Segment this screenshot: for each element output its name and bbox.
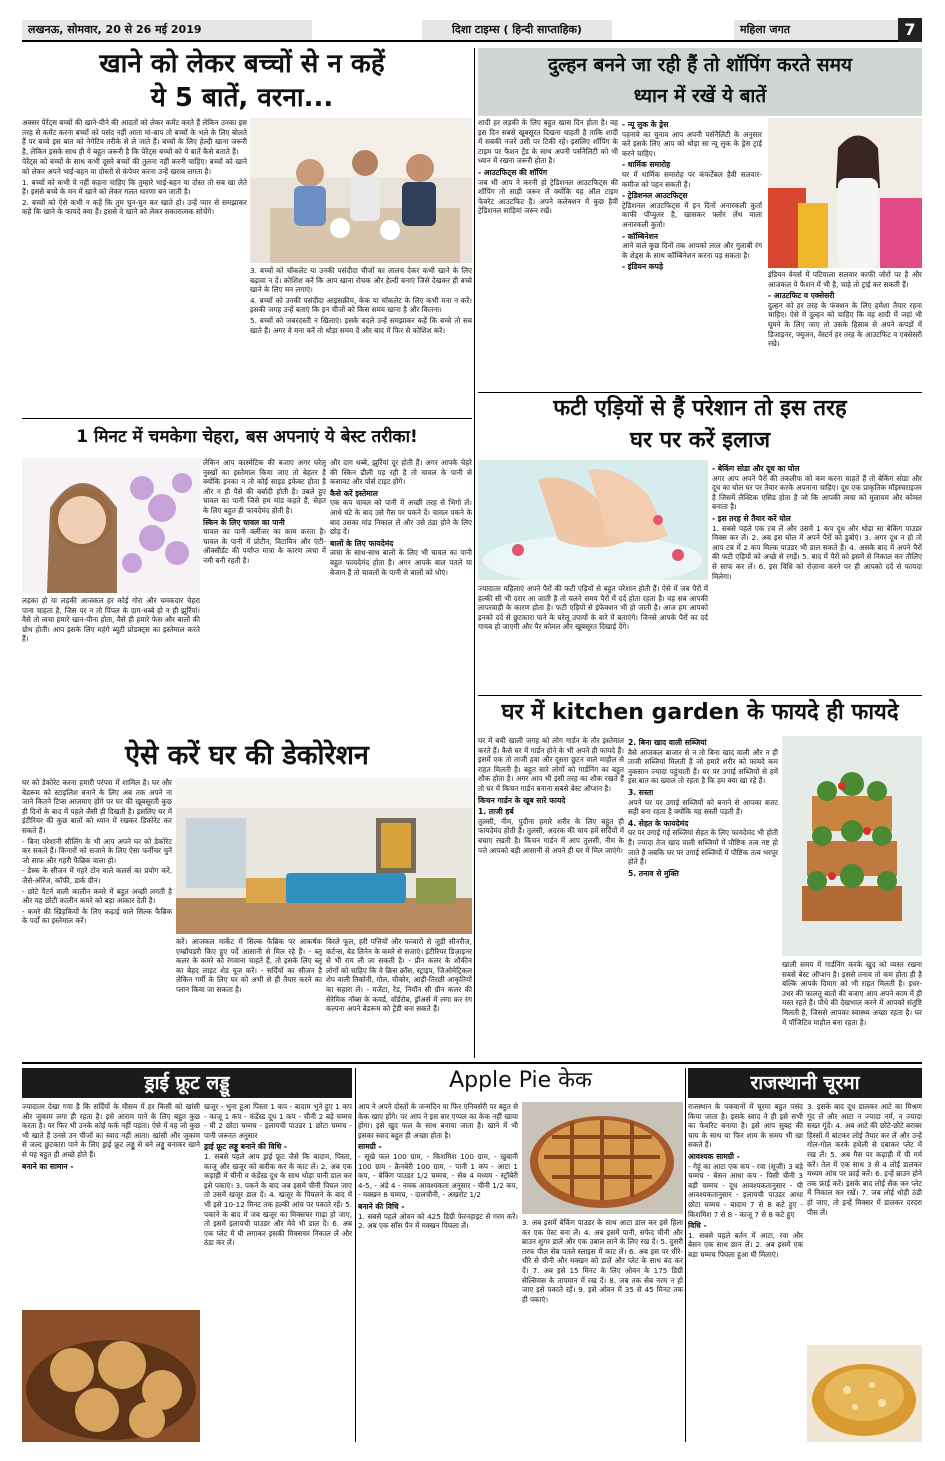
a3-paragraph: लड़का हो या लड़की आजकल हर कोई गोरा और चमकदार चेहरा पाना चाहता है, जिस पर न तो पिंपल के दाग-धब्बे हो न ही झुर्रियां। वैसे तो त्वचा हमारे खान-पीना होता, वैसे ही हमारे फेस और बालों की ग्रोथ होती। आप इसके लिए महंगे ब्यूटी प्रोडक्ट्स का इस्तेमाल करते हैं। xyxy=(22,596,200,644)
a6-subheading: 4. सेहत के फायदेमंद xyxy=(628,818,689,828)
a6-paragraph: घर पर उगाई गई सब्जियां सेहत के लिए फायदेमंद भी होती हैं। ज्यादा तेज खाद वाली सब्जियों में पौष्टिक तत्व नष्ट हो जाते हैं जबकि घर पर उगाई सब्जियों में पौष्टिक तत्व भरपूर होते हैं। xyxy=(628,828,778,867)
a1-body-left xyxy=(22,118,247,408)
divider-rule xyxy=(22,418,472,419)
masthead-date: लखनऊ, सोमवार, 20 से 26 मई 2019 xyxy=(22,20,312,40)
a4-paragraph: - बिना परेशानी सीलिंग के भी आप अपने घर को डेकोरेट कर सकते हैं। किनारों को सजाने के लिए ऐसा फर्नीचर चुनें जो साफ और गहरी फैब्रिक वाला हो। xyxy=(22,836,172,865)
a3-title: 1 मिनट में चमकेगा चेहरा, बस अपनाएं ये बेस्ट तरीका! xyxy=(76,427,418,447)
a4-column-1 xyxy=(22,778,172,1056)
a2-paragraph: ट्रेडिशनल आउटफिट्स में इन दिनों अनारकली कुर्ता काफी पॉप्युलर है, खासकर फ्लोर लेंथ वाला अनारकली कुर्ता। xyxy=(622,200,762,229)
a4-living-room-photo xyxy=(176,778,472,934)
a2-paragraph: घर में धार्मिक समारोह पर कंफर्टेबल हैवी सलवार-कमीज को पहन सकती हैं। xyxy=(622,169,762,189)
a4-paragraph: - छोटे पैटर्न वाली कालीन कमरे में बहुत अच्छी लगती है और यह छोटी कालीन कमरे को बड़ा आकार देती है। xyxy=(22,886,172,906)
a2-paragraph: दुल्हन को हर तरह के फंक्शन के लिए हमेशा तैयार रहना चाहिए। ऐसे में दुल्हन को चाहिए कि वह शादी में जहां भी घूमने के लिए जाए तो उसके हिसाब से अपने कपड़ों में डिजाइनर, फ्यूजन, वेस्टर्न हर तरह के आउटफिट व एक्सेसरी रखे। xyxy=(768,300,922,349)
a3-paragraph: चावल का पानी क्लींजर का काम करता है। चावल के पानी में प्रोटीन, विटामिन और एंटी-ऑक्सीडेंट की पर्याप्त मात्रा के कारण त्वचा में नमी बनी रहती है। xyxy=(203,527,326,565)
a3-paragraph: और दाग धब्बे, झुर्रियां दूर होती हैं। अगर आपके चेहरे की स्किन ढीली पड़ रही है तो चावल के पानी से कसावट और पोर्स टाइट होंगे। xyxy=(330,458,472,487)
a1-body-right xyxy=(250,266,472,408)
a6-column-1 xyxy=(478,736,624,1058)
r1-paragraph: ज्यादातर देखा गया है कि सर्दियों के मौसम में हर किसी को खांसी और जुकाम लगा ही रहता है। इसे आराम पाने के लिए बहुत कुछ करता है। पर फिर भी उनके कोई फर्क नहीं पड़ता। ऐसे में वह जो कुछ भी खाते हैं उनसे उन चीजों का स्वाद नहीं आता। खांसी और जुकाम से जल्द छुटकारा पाने के लिए ड्राई फ्रूट लड्डू से बने लड्डू बनाकर खाने से यह बहुत ही अच्छे होते हैं। xyxy=(22,1102,200,1159)
divider-rule xyxy=(685,1068,686,1442)
a3-subheading: स्किन के लिए चावल का पानी xyxy=(203,517,285,527)
a1-paragraph: 2. बच्चों को ऐसे कभी न कहें कि तुम चुन-चुन कर खाते हो। उन्हें प्यार से समझाकर कहें कि खाने के फायदे क्या हैं। इससे वे खाने को लेकर सकारात्मक सोचेंगे। xyxy=(22,197,247,217)
a2-column-1 xyxy=(478,118,618,388)
a4-paragraph: - कमरे की खिड़कियों के लिए कढ़ाई वाले सिल्क फैब्रिक के पर्दों का इस्तेमाल करें। xyxy=(22,906,172,926)
r3-paragraph: - गेहूं का आटा एक कप - रवा (सूजी) 3 बड़े चम्मच - बेसन आधा कप - पिसी चीनी 3 बड़ी चम्मच - दूध आवश्यकतानुसार - घी आवश्यकतानुसार - इलायची पाउडर आधा छोटा चम्मच - बादाम 7 से 8 कटे हुए - किशमिश 7 से 8 - काजू 7 से 8 कटे हुए xyxy=(688,1161,803,1219)
a1-paragraph: 4. बच्चों को उनकी पसंदीदा आइसक्रीम, केक या चॉकलेट के लिए कभी मना न करें। इसकी जगह उन्हें बताएं कि इन चीजों को किस समय खाना है और कितना। xyxy=(250,295,472,315)
a2-subheading: - कॉम्बिनेशन xyxy=(622,231,658,241)
a1-paragraph: 1. बच्चों को कभी ये नहीं कहना चाहिए कि तुम्हारे भाई-बहन या दोस्त तो सब खा लेते हैं। इससे बच्चे के मन में खाने को लेकर गलत धारणा बन जाती है। xyxy=(22,177,247,197)
a6-paragraph: वैसे आजकल बाजार से न तो बिना खाद वाली और न ही ताजी सब्जियां मिलती हैं जो हमारे शरीर को फायदे कम नुकसान ज्यादा पहुंचाती हैं। घर पर उगाई सब्जियों से हमें इस बात का ख्याल तो रहता है कि हम क्या खा रहे हैं। xyxy=(628,747,778,786)
r3-subheading: आवश्यक सामग्री - xyxy=(688,1151,740,1161)
a1-paragraph: 3. बच्चों को चॉकलेट या उनकी पसंदीदा चीजों का लालच देकर कभी खाने के लिए बढ़ावा न दें। कोशिश करें कि आप खाना रोचक और हेल्दी बनाएं जिसे देखकर ही बच्चे खाने के लिए मन लगाएं। xyxy=(250,266,472,295)
a2-column-3 xyxy=(768,270,922,388)
a2-paragraph: शादी हर लड़की के लिए बहुत खास दिन होता है। वह इस दिन सबसे खूबसूरत दिखना चाहती है ताकि शादी में सबकी नजरें उसी पर टिकी रहें। इसलिए शॉपिंग के टाइम पर फैशन ट्रेंड के साथ अपनी पर्सनैलिटी को भी ध्यान में रखना जरूरी होता है। xyxy=(478,118,618,166)
a5-paragraph: 1. सबसे पहले एक टब लें और उसमें 1 कप दूध और थोड़ा सा बेकिंग पाउडर मिक्स कर लें। 2. अब इस घोल में अपने पैरों को डुबोएं। 3. अगर दूध न हो तो आप टब में 2 कप मिल्क पाउडर भी डाल सकते हैं। 4. असके बाद में अपने पैरों की फटी एड़ियों को अच्छे से रगड़ें। 5. बाद में पैरों को इसमें से निकाल कर तौलिए से साफ कर लें। 6. इस विधि को रोज़ाना करने पर ही आपको दर्द से फायदा मिलेगा। xyxy=(712,523,922,581)
a3-column-2 xyxy=(203,458,326,756)
r1-paragraph: 1. सबसे पहले आप ड्राई फ्रूट जैसे कि बादाम, पिस्ता, काजू और खजूर को बारीक कर के काट लें। 2. अब एक कड़ाही में चीनी व कंडेंस्ड दूध के साथ थोड़ा पानी डाल कर इसे पकाएं। 3. पकने के बाद जब इसमें चीनी पिघल जाए तो उसमें खजूर डाल दें। 4. खजूर के पिघलने के बाद में भी इसे 10-12 मिनट तक हल्की आंच पर पकाते रहें। 5. पकाने के बाद में जब खजूर का मिक्सचर गाढ़ा हो जाए, तो इसमें इलायची पाउडर और मेवे भी डाल दें। 6. अब एक प्लेट में घी लगाकर इसकी मिक्सचर निकाल लें और ठंडा कर लें। xyxy=(204,1151,352,1248)
a1-paragraph: अक्सर पेरेंट्स बच्चों की खाने-पीने की आदतों को लेकर कमेंट करते हैं लेकिन उनका इस तरह से कमेंट करना बच्चों को पसंद नहीं आता मां-बाप तो बच्चों के भले के लिए बोलते हैं पर बच्चे इस बात को नेगेटिव तरीके से ले जाते हैं। बच्चों के लिए हेल्दी खाना जरूरी है, लेकिन इसके साथ ही ये बहुत जरूरी है कि पेरेंट्स बच्चों को ये बातें कैसे बताते हैं। xyxy=(22,118,247,156)
a2-subheading: - आउटफिट व एक्सेसरी xyxy=(768,291,835,301)
divider-rule xyxy=(22,1062,922,1064)
a5-paragraph: ज्यादातर महिलाएं अपने पैरों की फटी एड़ियों से बहुत परेशान होती हैं। ऐसे में जब पैरों में हल्की सी भी दरार आ जाती है तो चलने समय पैरों में दर्द होता रहता है। वह सब आपकी लापरवाही के कारण होता है। फटी एड़ियों से इंफेक्शन भी हो जाती है। आज हम आपको इनको दर्द से छुटकारा पाने के घरेलू उपायों के बारे में बताएंगे। जिनसे आपके पैरों का दर्द गायब हो जाएगी और पैर कोमल और खूबसूरत दिखाई देंगे। xyxy=(478,584,708,632)
r2-column-1 xyxy=(358,1102,518,1442)
a2-shopping-woman-photo xyxy=(768,118,922,268)
a3-column-3 xyxy=(330,458,472,756)
a2-subheading: - आउटफिट्स की शॉपिंग xyxy=(478,167,548,177)
a6-column-2 xyxy=(628,736,778,1058)
a5-title-line2: घर पर करें इलाज xyxy=(629,428,771,453)
r2-title: Apple Pie केक xyxy=(449,1068,592,1093)
a1-family-photo xyxy=(250,118,472,263)
a2-subheading: - ट्रेडिशनल आउटफिट्स xyxy=(622,191,688,201)
a4-column-3 xyxy=(326,937,472,1056)
a3-woman-flowers-photo xyxy=(22,458,200,593)
a1-paragraph: 5. बच्चों को जबरदस्ती न खिलाएं। इसके बदले उन्हें समझाकर कहें कि बच्चे तो सब खाते हैं। अगर वे मना करें तो थोड़ा समय दें और बाद में फिर से कोशिश करें। xyxy=(250,315,472,335)
r1-subheading: बनाने का सामान - xyxy=(22,1161,74,1171)
a3-paragraph: त्वचा के साथ-साथ बालों के लिए भी चावल का पानी बहुत फायदेमंद होता है। अगर आपके बाल पतले या बेजान हैं तो चावलों के पानी से बालों को धोएं। xyxy=(330,548,472,577)
r2-paragraph: 1. सबसे पहले ओवन को 425 डिग्री फेरनहाइट से गरम करें। 2. अब एक सॉस पैन में मक्खन पिघला लें। xyxy=(358,1211,518,1231)
a4-paragraph: - डेस्क के सीजन में गहरे टोन वाले कलर्स का प्रयोग करें, जैसे-ऑरेंज, कॉफी, डार्क ग्रीन। xyxy=(22,866,172,885)
divider-rule xyxy=(478,695,922,696)
a6-column-3 xyxy=(782,960,922,1058)
r3-column-1 xyxy=(688,1102,803,1442)
r1-column-1 xyxy=(22,1102,200,1307)
r1-title-band: ड्राई फ्रूट लड्डू xyxy=(22,1068,352,1098)
page-number: 7 xyxy=(898,18,922,42)
a5-paragraph: अगर आप अपने पैरों की तकलीफ को कम करना चाहते हैं तो बेकिंग सोडा और दूध का घोल घर पर तैयार करके अपनाना चाहिए। दूध एक प्राकृतिक मॉइस्चराइजर है जिसमें लैक्टिक एसिड होता है जो कि आपकी त्वचा को मुलायम और कोमल बनाता है। xyxy=(712,473,922,512)
divider-rule xyxy=(355,1068,356,1442)
a2-paragraph: आने वाले कुछ दिनों तक आपको लाल और गुलाबी रंग के शेड्स के साथ कॉम्बिनेशन करना पड़ सकता है। xyxy=(622,241,762,260)
a4-column-2 xyxy=(176,937,322,1056)
divider-rule xyxy=(474,48,475,1058)
r3-column-2 xyxy=(807,1102,922,1342)
a5-column-2 xyxy=(712,462,922,692)
a2-title-line1: दुल्हन बनने जा रही हैं तो शॉपिंग करते समय xyxy=(547,54,853,76)
r1-subheading: ड्राई फ्रूट लड्डू बनाने की विधि - xyxy=(204,1142,288,1152)
a5-feet-photo xyxy=(478,460,708,580)
a6-paragraph: अपने घर पर उगाई सब्जियों को बनाने से आपका बजट सही बना रहता है क्योंकि यह सस्ती पड़ती हैं। xyxy=(628,797,778,817)
r1-laddu-photo xyxy=(22,1310,200,1442)
a1-title-line1: खाने को लेकर बच्चों से न कहें xyxy=(99,49,385,79)
a4-paragraph: घर को डेकोरेट करना हमारी परंपरा में शामिल है। घर और बेडरूम को स्टाइलिश बनाने के लिए अब तक अपने ना जाने कितने टिप्स आजमाए होंगे पर घर की खूबसूरती कुछ ही दिनों के बाद में पहले जैसी ही दिखती है। इसलिए घर में इंटीरियर की कुछ बातों को ध्यान में रखकर डिकोरेट कर सकते हैं। xyxy=(22,778,172,835)
a5-title-line1: फटी एड़ियों से हैं परेशान तो इस तरह xyxy=(553,396,847,421)
a3-subheading: बालों के लिए फायदेमंद xyxy=(330,538,394,548)
r3-subheading: विधि - xyxy=(688,1221,707,1231)
a6-subheading: 2. बिना खाद वाली सब्जियां xyxy=(628,738,707,747)
a3-paragraph: एक कप चावल को पानी में अच्छी तरह से भिगो लें। आधे घंटे के बाद उसे गैस पर पकने दें। चावल पकने के बाद उसका मांड निकाल लें और उसे ठंडा होने के लिए छोड़ दें। xyxy=(330,498,472,537)
a6-garden-planter-photo xyxy=(782,736,922,956)
masthead xyxy=(22,20,922,42)
a3-paragraph: लेकिन आप कास्मेटिक की बजाए अगर घरेलू नुस्खों का इस्तेमाल किया जाए तो बेहतर है क्योंकि इनका न तो कोई साइड इफेक्ट होता है और न ही पैसे की बर्बादी होती है। उबले हुए चावल का पानी जिसे हम मांड कहते हैं, सेहत के लिए बहुत ही फायदेमंद होती है। xyxy=(203,458,326,515)
masthead-paper-name: दिशा टाइम्स ( हिन्दी साप्ताहिक) xyxy=(422,20,612,40)
a5-column-1 xyxy=(478,584,708,692)
a6-subheading: 1. ताजी हर्ब xyxy=(478,807,514,817)
a6-paragraph: तुलसी, नीम, पुदीना हमारे शरीर के लिए बहुत ही फायदेमंद होती हैं। तुलसी, अदरक की चाय हमें सर्दियों में बचाए रखती है। किचन गार्डन में आप तुलसी, नीम के पत्ते आपको बड़ी आसानी से अपने ही घर में मिल जाएंगे। xyxy=(478,816,624,855)
r3-paragraph: 3. इसके बाद दूध डालकर आटे का मिश्रण गूंद लें और आटा न ज्यादा नर्म, न ज्यादा सख्त गूंदें। 4. अब आटे की छोटे-छोटे बराबर हिस्सों में बांटकर लोई तैयार कर लें और उन्हें गोल-गोल करके हथेली से दबाकर प्लेट में रख लें। 5. अब गैस पर कढ़ाही में घी गर्म करें। तेल में एक साथ 3 से 4 लोई डालकर मध्यम आंच पर फ्राई करें। 6. इन्हें ब्राउन होने तक फ्राई करें। इसके बाद लोई सेंक कर प्लेट में निकाल कर रखें। 7. जब लोई थोड़ी ठंडी हो जाए, तो इन्हें मिक्सर में डालकर दरदरा पीस लें। xyxy=(807,1102,922,1217)
a4-title: ऐसे करें घर की डेकोरेशन xyxy=(125,740,369,771)
r2-apple-pie-photo xyxy=(522,1102,683,1214)
a2-subheading: - न्यू लुक के ड्रेस xyxy=(622,120,669,129)
a6-subheading: 3. सस्ता xyxy=(628,787,654,797)
a3-column-1 xyxy=(22,596,200,756)
r2-paragraph: - सूखे फल 100 ग्राम, - किशमिश 100 ग्राम, - खुबानी 100 ग्राम - क्रैनबेरी 100 ग्राम, - पानी 1 कप - आटा 1 कप, - बेकिंग पाउडर 1/2 चम्मच, - सेब 4 मध्यम - स्ट्रॉबेरी 4-5, - अंडे 4 - नमक आवश्यकता अनुसार - चीनी 1/2 कप, - मक्खन 8 चम्मच, - दालचीनी, - अखरोट 1/2 xyxy=(358,1151,518,1200)
r2-subheading: सामग्री - xyxy=(358,1142,382,1152)
r2-column-2 xyxy=(522,1218,683,1442)
a4-paragraph: बिरले फूल, हरी पत्तियों और फव्वारों से जुड़ी सीनरीज, कर्टन्स, बेड लिनेन के कमरे से सजाएं। इंटीरियर डिज़ाइनर से भी राय ली जा सकती है। - प्रीन कलर के शौकीन लोगों को चाहिए कि वे क्रिस क्रॉस, स्ट्राइप, जिओमेट्रिकल शेप वाली तिकोनी, गोल, चौकोर, आड़ी-तिरछी आकृतियों का सहारा लें। - मजेंटा, रेड, नियॉन सी ग्रीन कलर की सेरेमिक नॉब्स के कवर्ड, वॉर्डरोब, ड्रॉअर्स में लगा कर रंग कल्पना अपने बेडरूम को ट्रेंडी बना सकते हैं। xyxy=(326,937,472,1014)
r2-paragraph: 3. अब इसमें बेकिंग पाउडर के साथ आटा डाल कर इसे हिला कर एक पेस्ट बना लें। 4. अब इसमें पानी, सफेद चीनी और ब्राउन शुगर डालें और एक उबाल लाने के लिए रख दें। 5. दुसरी तरफ पील सेब पतले स्लाइस में काट लें। 6. अब इस पर धीरे-धीरे से चीनी और मक्खन को डालें और प्लेट के साथ बंद कर दें। 7. अब इसे 15 मिनट के लिए ओवन के 175 डिग्री सेल्सियस के तापमान में रख दें। 8. जब तक सेब नरम न हो जाए इसे पकाते रहें। 9. इसे ओवन में 35 से 45 मिनट तक ही पकाएं। xyxy=(522,1218,683,1304)
masthead-section: महिला जगत xyxy=(734,20,904,40)
r2-subheading: बनाने की विधि - xyxy=(358,1201,405,1211)
a2-paragraph: जब भी आप ने करनी हो ट्रेडिशनल आउटफिट्स की शॉपिंग तो साड़ी जरूर लें क्योंकि यह ऑल टाइम फेवरेट आउटफिट है। अपने कलेक्शन में कुछ हैवी ट्रेडिशनल साड़ियां जरूर रखें। xyxy=(478,177,618,216)
a5-subheading: - इस तरह से तैयार करें घोल xyxy=(712,513,791,523)
r3-paragraph: 1. सबसे पहले बर्तन में आटा, रवा और बेसन एक साथ छान लें। 2. अब इसमें एक बड़ा चम्मच पिघला हुआ घी मिलाएं। xyxy=(688,1230,803,1259)
a5-subheading: - बेकिंग सोडा और दूध का घोल xyxy=(712,464,800,473)
r3-paragraph: राजस्थान के पकवानों में चूरमा बहुत पसंद किया जाता है। इसके स्वाद ने ही इसे सभी का फेवरिट बनाया है। इसे आप सुबह की चाय के साथ या फिर शाम के समय भी खा सकते हैं। xyxy=(688,1102,803,1150)
a1-paragraph: पेरेंट्स को बच्चों के साथ कभी दूसरे बच्चों की तुलना नहीं करनी चाहिए। बच्चों को खाने को लेकर अपने भाई-बहन या दोस्तों से कंपेयर करना उन्हें खराब लगता है। xyxy=(22,157,247,176)
a2-paragraph: पहनावे का चुनाव आप अपनी पर्सनैलिटी के अनुसार करें इसके लिए आप को थोड़ा सा न्यू लुक के ड्रेस ट्राई करने चाहिए। xyxy=(622,129,762,158)
r3-churma-photo xyxy=(807,1345,922,1442)
a2-column-2 xyxy=(622,118,762,388)
a2-paragraph: इंडियन वेयर्स में पटियाला सलवार काफी जोरों पर है और आजकल ये फैशन में भी है, चाहे तो ट्राई कर सकती हैं। xyxy=(768,270,922,289)
a6-title: घर में kitchen garden के फायदे ही फायदे xyxy=(501,700,899,725)
r1-column-2 xyxy=(204,1102,352,1442)
divider-rule xyxy=(478,392,922,393)
r1-paragraph: खजूर - भुना हुआ पिस्ता 1 कप - बादाम भुने हुए 1 कप - काजू 1 कप - कंडेंस्ड दूध 1 कप - चीनी 2 बड़े चम्मच - घी 2 छोटा चम्मच - इलायची पाउडर 1 छोटा चम्मच - पानी जरूरत अनुसार xyxy=(204,1102,352,1140)
r2-paragraph: आप ने अपने दोस्तों के जन्मदिन या फिर एनिवर्सरी पर बहुत से केक खाए होंगे। पर आप ने इस बार एप्पल का केक नहीं खाया होगा। इसे खुद फल के साथ बनाया जाता है। खाने में भी इसका स्वाद बहुत ही अच्छा होता है। xyxy=(358,1102,518,1140)
r3-title-band: राजस्थानी चूरमा xyxy=(688,1068,922,1098)
a2-subheading: - धार्मिक समारोह xyxy=(622,160,671,170)
a1-title-line2: ये 5 बातें, वरना... xyxy=(150,83,334,113)
a6-subheading: किचन गार्डन के खूब सारे फायदे xyxy=(478,795,566,805)
a6-paragraph: घर में बची खाली जगह को लोग गार्डन के तौर इस्तेमाल करते हैं। कैसे घर में गार्डन होने के भी अपने ही फायदे हैं। इसमें एक तो ताजी हवा और दूसरा छुटन वाले माहौल से राहत मिलती है। बहुत सारे लोगों को गार्डनिंग का बहुत शौक होता है। अगर आप भी इसी तरह का शौक रखते हैं तो घर में किचन गार्डन बनाना सबसे बेस्ट ऑप्शन है। xyxy=(478,736,624,793)
a2-subheading: - इंडियन कपड़े xyxy=(622,262,664,272)
a6-subheading: 5. तनाव से मुक्ति xyxy=(628,868,679,878)
a6-paragraph: खाली समय में गार्डनिंग करके खुद को व्यस्त रखना सबसे बेस्ट ऑप्शन है। इससे तनाव तो कम होता ही है बल्कि आपके दिमाग को भी राहत मिलती है। इधर-उधर की फालतू बातों की बजाए आप अपने काम में ही मस्त रहते हैं। पौधे की देखभाल करने में आपको संतुष्टि मिलती है, जिससे आपका स्वास्थ्य अच्छा रहता है। घर में पॉजिटिव माहौल बना रहता है। xyxy=(782,960,922,1027)
a4-paragraph: करें। आजकल मार्केट में सिल्क फैब्रिक पर आकर्षक एम्ब्रॉयडरी किए हुए पर्दे आसानी से मिल रहे हैं। - ब्लू कलर के कमरे को रंगवाना चाहते हैं, तो इसके लिए ब्लू का बेहद लाइट शेड यूज करें। - सर्दियों का सीजन है लेकिन गर्मी के लिए घर को अभी से ही तैयार करने का प्लान किया जा सकता है। xyxy=(176,937,322,994)
a2-title-line2: ध्यान में रखें ये बातें xyxy=(633,85,767,107)
a3-subheading: कैसे करें इस्तेमाल xyxy=(330,488,378,498)
